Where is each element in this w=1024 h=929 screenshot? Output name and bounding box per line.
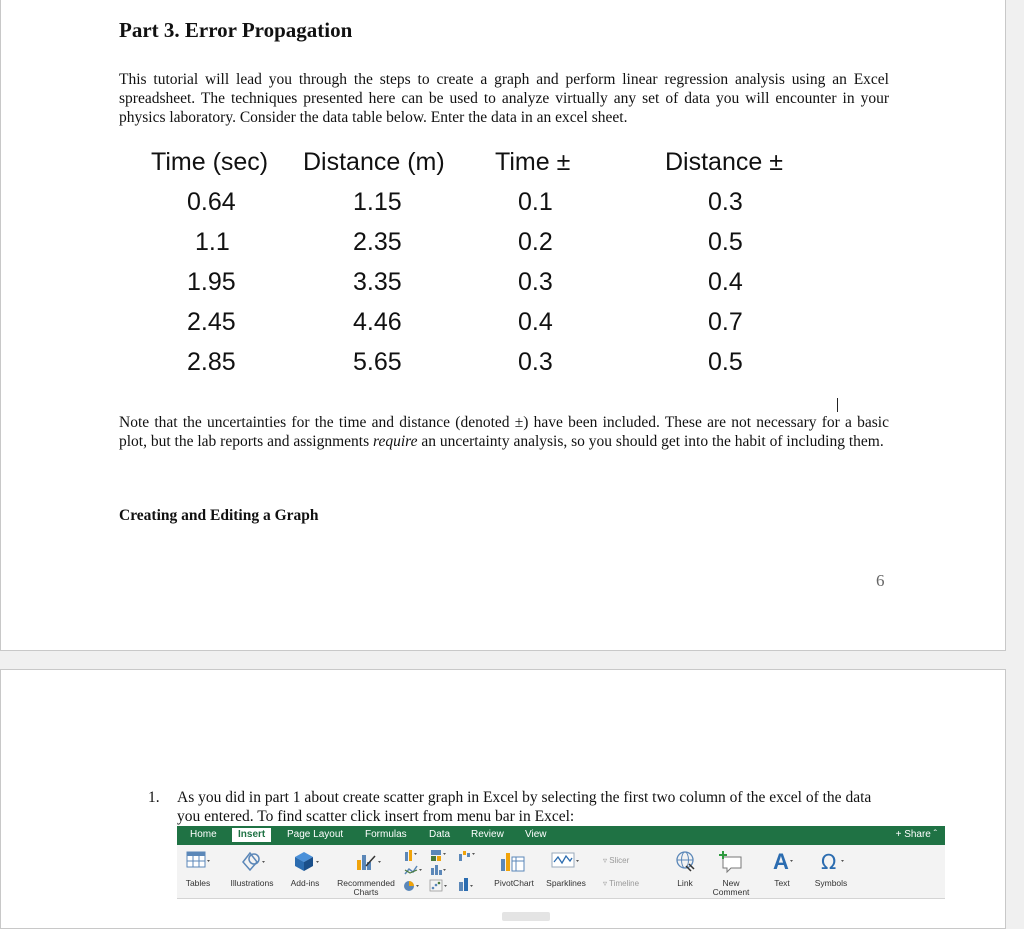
table-cell: 1.95: [187, 268, 236, 296]
pivotchart-icon: [497, 849, 527, 875]
page-number: 6: [876, 571, 885, 590]
step-text: As you did in part 1 about create scatter graph in Excel by selecting the first two column of the excel of the data you entered. To find scatter click insert from menu bar in Excel:: [177, 789, 872, 825]
new-comment-line1: New: [722, 878, 740, 888]
recommended-charts-label: [335, 879, 397, 897]
page-title: Part 3. Error Propagation: [119, 18, 353, 42]
table-cell: 0.3: [518, 268, 553, 296]
pivotchart-label: PivotChart: [494, 878, 534, 888]
sparklines-button[interactable]: [543, 847, 589, 897]
addins-button[interactable]: [285, 847, 325, 897]
text-cursor: [837, 398, 838, 412]
tables-button[interactable]: [180, 847, 216, 897]
table-header-time: Time (sec): [151, 148, 269, 176]
table-icon: [186, 850, 210, 870]
line-chart-icon[interactable]: [405, 866, 422, 874]
symbols-button[interactable]: [809, 847, 853, 897]
link-label: Link: [677, 878, 693, 888]
svg-text:Ω: Ω: [821, 850, 837, 874]
new-comment-icon: [719, 850, 745, 874]
tab-data[interactable]: Data: [429, 829, 451, 840]
table-header-time-uncertainty: Time ±: [495, 148, 571, 176]
map-chart-icon[interactable]: [459, 878, 473, 891]
table-cell: 0.2: [518, 228, 553, 256]
table-header-distance: Distance (m): [303, 148, 445, 176]
waterfall-chart-icon[interactable]: [459, 851, 475, 861]
table-cell: 0.4: [708, 268, 743, 296]
table-cell: 0.4: [518, 308, 553, 336]
link-button[interactable]: [671, 847, 699, 897]
chart-type-grid: [399, 847, 487, 897]
slicer-button[interactable]: [603, 856, 629, 865]
text-a-icon: [771, 849, 797, 875]
table-cell: 1.15: [353, 188, 402, 216]
chevron-up-icon: ˆ: [933, 829, 937, 840]
addins-label: Add-ins: [290, 878, 320, 888]
column-chart-icon[interactable]: [405, 850, 417, 861]
scatter-chart-icon[interactable]: [430, 880, 447, 891]
svg-text:A: A: [773, 849, 789, 874]
recommended-label-line1: Recommended: [337, 878, 395, 888]
statistic-chart-icon[interactable]: [431, 865, 446, 875]
tab-view[interactable]: View: [525, 829, 547, 840]
ribbon-commands: [177, 845, 945, 899]
note-emphasis: require: [373, 433, 418, 450]
sparklines-label: Sparklines: [546, 878, 586, 888]
omega-icon: [819, 849, 849, 875]
note-paragraph: [119, 413, 889, 451]
table-cell: 2.45: [187, 308, 236, 336]
share-label: Share: [904, 829, 931, 840]
tab-review[interactable]: Review: [471, 829, 504, 840]
slicer-label: Slicer: [609, 856, 630, 865]
note-text-end: an uncertainty analysis, so you should get into the habit of including them.: [417, 433, 884, 450]
recommended-charts-button[interactable]: [335, 847, 397, 897]
table-cell: 0.5: [708, 228, 743, 256]
section-heading: Creating and Editing a Graph: [119, 507, 319, 524]
pie-chart-icon[interactable]: [404, 881, 419, 891]
pivotchart-button[interactable]: [491, 847, 537, 897]
table-cell: 0.7: [708, 308, 743, 336]
table-cell: 3.35: [353, 268, 402, 296]
table-cell: 4.46: [353, 308, 402, 336]
share-button[interactable]: [896, 829, 937, 840]
new-comment-label: [709, 879, 753, 897]
excel-ribbon: [177, 826, 945, 898]
hierarchy-chart-icon[interactable]: [431, 850, 446, 861]
illustrations-button[interactable]: [227, 847, 277, 897]
table-cell: 0.3: [518, 348, 553, 376]
table-cell: 1.1: [195, 228, 230, 256]
recommended-label-line2: Charts: [353, 887, 379, 897]
text-label: Text: [774, 878, 790, 888]
table-cell: 2.85: [187, 348, 236, 376]
new-comment-button[interactable]: [709, 847, 753, 897]
step-number: 1.: [148, 789, 160, 806]
ribbon-tab-bar: [177, 826, 945, 845]
illustrations-label: Illustrations: [230, 878, 274, 888]
add-person-icon: +: [895, 829, 902, 840]
timeline-button[interactable]: [603, 879, 639, 888]
tab-home[interactable]: Home: [190, 829, 217, 840]
table-cell: 0.5: [708, 348, 743, 376]
table-cell: 0.64: [187, 188, 236, 216]
tab-insert[interactable]: Insert: [232, 828, 271, 842]
recommended-charts-icon: [353, 850, 383, 874]
tab-page-layout[interactable]: Page Layout: [287, 829, 344, 840]
tables-label: Tables: [185, 878, 211, 888]
funnel-icon: ▿: [603, 856, 608, 865]
symbols-label: Symbols: [814, 878, 848, 888]
new-comment-line2: Comment: [712, 887, 750, 897]
addins-icon: [293, 850, 321, 872]
intro-paragraph: This tutorial will lead you through the steps to create a graph and perform linear regression analysis using an Excel spreadsheet. The techniques presented here can be used to analyze virtually any set of data you will encounter in your physics laboratory. Consider the data table below. Enter the data in an excel sheet.: [119, 71, 889, 126]
tab-formulas[interactable]: Formulas: [365, 829, 407, 840]
table-header-distance-uncertainty: Distance ±: [665, 148, 783, 176]
link-icon: [674, 850, 698, 874]
filters-group: [597, 847, 657, 897]
shapes-icon: [239, 850, 267, 872]
text-button[interactable]: [765, 847, 799, 897]
scroll-indicator: [502, 912, 550, 921]
table-cell: 0.1: [518, 188, 553, 216]
funnel-icon: ▿: [603, 879, 608, 888]
table-cell: 0.3: [708, 188, 743, 216]
table-cell: 5.65: [353, 348, 402, 376]
chart-type-icons: [401, 848, 487, 896]
sparklines-icon: [551, 852, 583, 870]
note-text-start: Note that the uncertainties for the time and distance (denoted ±) have been included. These are not necessary for a basic plot, but the lab reports and assignments: [119, 414, 889, 450]
timeline-label: Timeline: [609, 879, 640, 888]
table-cell: 2.35: [353, 228, 402, 256]
